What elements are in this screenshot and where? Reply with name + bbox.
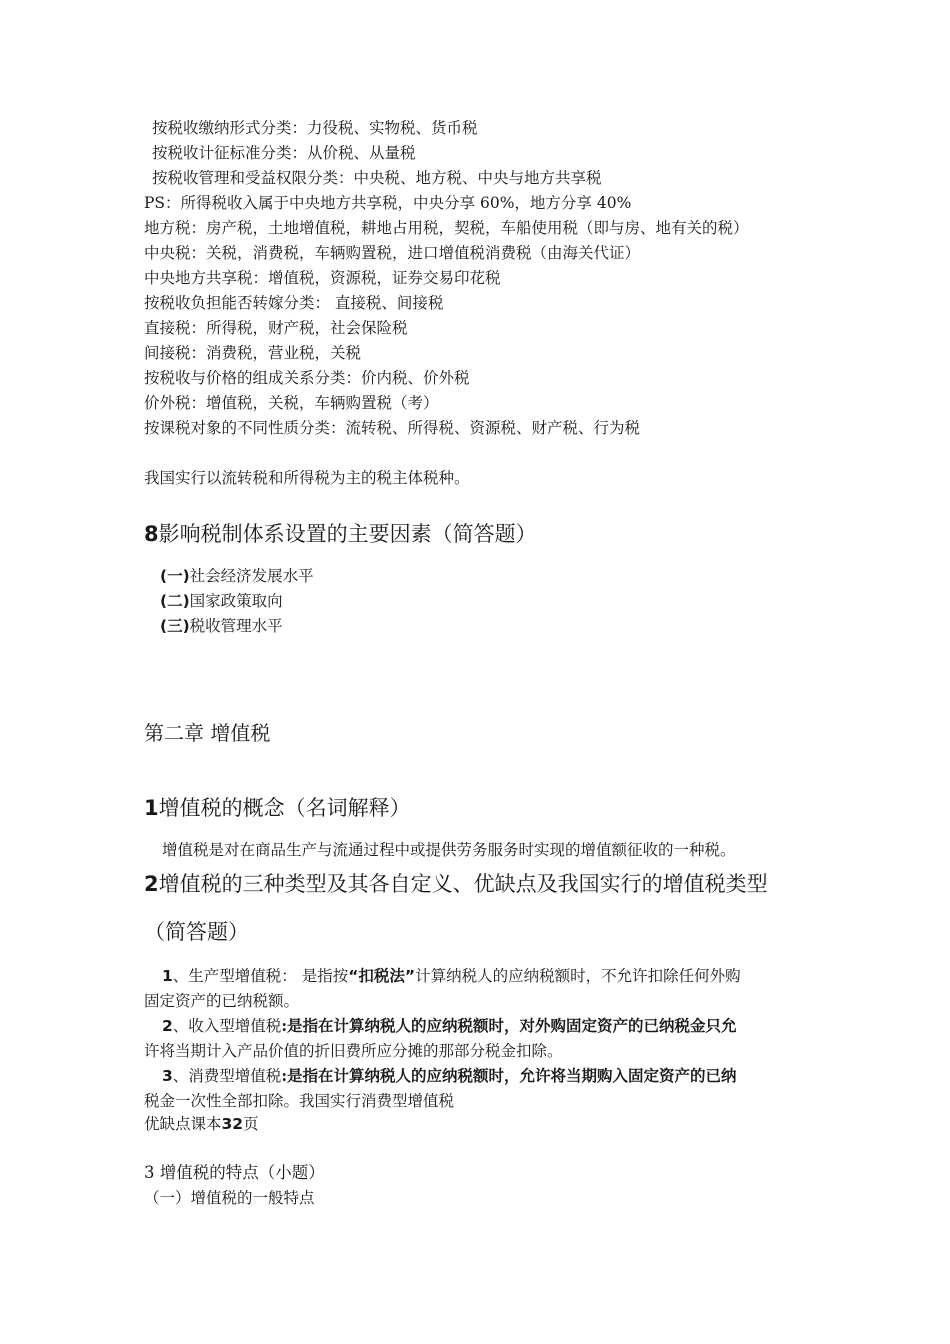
- text-line: 按税收管理和受益权限分类：中央税、地方税、中央与地方共享税: [152, 169, 602, 187]
- subheading: （一）增值税的一般特点: [144, 1189, 315, 1207]
- page-number: 32: [221, 1115, 244, 1133]
- list-text: 国家政策取向: [189, 592, 283, 610]
- note-line: [144, 1114, 259, 1134]
- section-title: 增值税的概念（名词解释）: [158, 796, 411, 820]
- list-text: 税收管理水平: [189, 617, 283, 635]
- list-item: [160, 591, 283, 611]
- item-number: 2: [162, 1017, 173, 1035]
- item-number: 3: [162, 1067, 173, 1085]
- paragraph-line: 许将当期计入产品价值的折旧费所应分摊的那部分税金扣除。: [144, 1042, 563, 1060]
- section-title: 影响税制体系设置的主要因素（简答题）: [158, 522, 537, 546]
- text-line: 地方税：房产税，土地增值税，耕地占用税，契税，车船使用税（即与房、地有关的税）: [144, 219, 749, 237]
- text-span: 、收入型增值税: [172, 1017, 282, 1035]
- text-line: 直接税：所得税，财产税，社会保险税: [144, 319, 408, 337]
- paragraph-line: 税金一次性全部扣除。我国实行消费型增值税: [144, 1092, 455, 1110]
- text-span: 计算纳税人的应纳税额时，不允许扣除任何外购: [415, 967, 741, 985]
- paragraph-line: [162, 966, 741, 986]
- text-span: 优缺点课本: [144, 1115, 222, 1133]
- text-line: PS：所得税收入属于中央地方共享税，中央分享 60%，地方分享 40%: [144, 194, 632, 212]
- text-line: 按税收缴纳形式分类：力役税、实物税、货币税: [152, 119, 478, 137]
- text-line: 中央税：关税，消费税，车辆购置税，进口增值税消费税（由海关代证）: [144, 244, 641, 262]
- section-number: 8: [144, 522, 159, 546]
- paragraph-line: [162, 1016, 737, 1036]
- text-line: 按税收计征标准分类：从价税、从量税: [152, 144, 416, 162]
- text-line: 按税收负担能否转嫁分类： 直接税、间接税: [144, 294, 444, 312]
- text-span: 、消费型增值税: [172, 1067, 282, 1085]
- text-span: 页: [243, 1115, 259, 1133]
- text-line: 间接税：消费税，营业税，关税: [144, 344, 362, 362]
- section-2-heading-cont: （简答题）: [144, 920, 249, 944]
- list-marker: (一): [160, 567, 190, 585]
- text-line: 价外税：增值税，关税，车辆购置税（考）: [144, 394, 439, 412]
- list-item: [160, 566, 314, 586]
- text-line: 中央地方共享税：增值税，资源税，证券交易印花税: [144, 269, 501, 287]
- quoted-term: “扣税法”: [348, 967, 416, 985]
- section-number: 2: [144, 872, 159, 896]
- text-line: 按税收与价格的组成关系分类：价内税、价外税: [144, 369, 470, 387]
- section-8-heading: [144, 520, 537, 548]
- section-title: 增值税的三种类型及其各自定义、优缺点及我国实行的增值税类型: [158, 872, 768, 896]
- list-marker: (三): [160, 617, 190, 635]
- paragraph: 增值税是对在商品生产与流通过程中或提供劳务服务时实现的增值额征收的一种税。: [162, 841, 736, 859]
- text-line: 我国实行以流转税和所得税为主的税主体税种。: [144, 469, 470, 487]
- section-2-heading: [144, 870, 768, 898]
- section-number: 1: [144, 796, 159, 820]
- list-marker: (二): [160, 592, 190, 610]
- chapter-title: 第二章 增值税: [144, 721, 271, 745]
- list-item: [160, 616, 283, 636]
- text-span: :是指在计算纳税人的应纳税额时，对外购固定资产的已纳税金只允: [281, 1016, 737, 1035]
- paragraph-line: 固定资产的已纳税额。: [144, 992, 300, 1010]
- paragraph-line: [162, 1066, 737, 1086]
- text-line: 按课税对象的不同性质分类：流转税、所得税、资源税、财产税、行为税: [144, 419, 641, 437]
- text-span: :是指在计算纳税人的应纳税额时，允许将当期购入固定资产的已纳: [281, 1066, 737, 1085]
- list-text: 社会经济发展水平: [189, 567, 314, 585]
- text-span: 、生产型增值税： 是指按: [172, 967, 349, 985]
- item-number: 1: [162, 967, 173, 985]
- section-3-heading: 3 增值税的特点（小题）: [144, 1163, 325, 1182]
- section-1-heading: [144, 794, 411, 822]
